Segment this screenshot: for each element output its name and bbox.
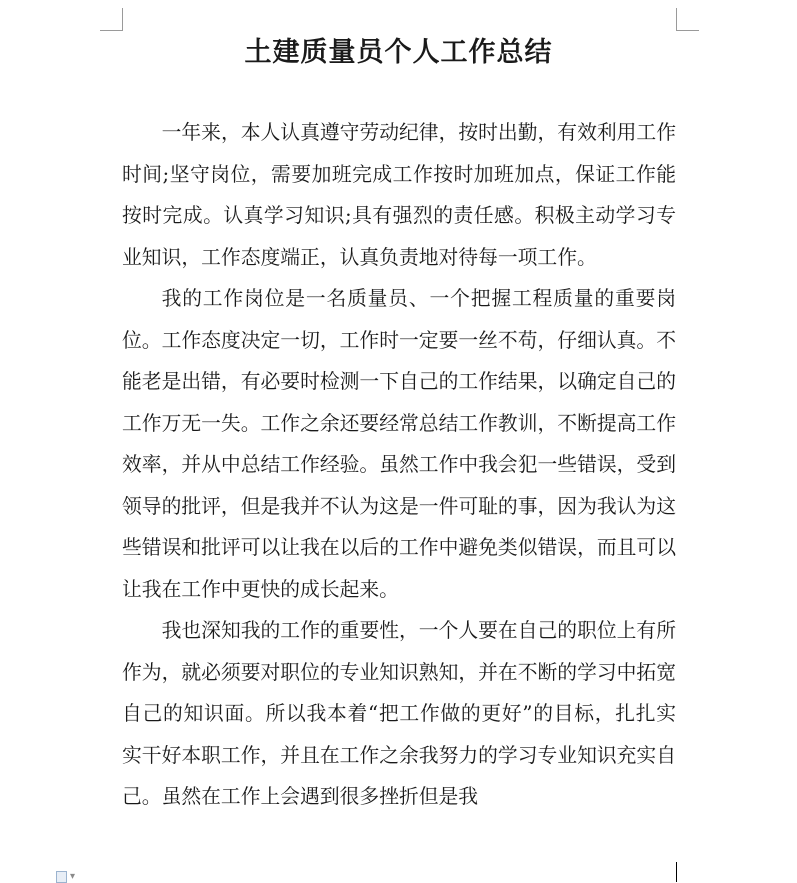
document-title[interactable]: 土建质量员个人工作总结: [244, 37, 553, 68]
text-cursor: [676, 862, 677, 882]
chevron-down-icon: ▾: [70, 871, 76, 882]
margin-corner-top-right: [676, 8, 699, 31]
document-icon: [56, 871, 67, 883]
paragraph-1[interactable]: 一年来，本人认真遵守劳动纪律，按时出勤，有效利用工作时间;坚守岗位，需要加班完成工作按时加班加点，保证工作能按时完成。认真学习知识;具有强烈的责任感。积极主动学习专业知识，工作态度端正，认真负责地对待每一项工作。: [122, 121, 676, 269]
document-body[interactable]: [122, 112, 676, 818]
paragraph-2[interactable]: 我的工作岗位是一名质量员、一个把握工程质量的重要岗位。工作态度决定一切，工作时一定要一丝不苟，仔细认真。不能老是出错，有必要时检测一下自己的工作结果，以确定自己的工作万无一失。工作之余还要经常总结工作教训，不断提高工作效率，并从中总结工作经验。虽然工作中我会犯一些错误，受到领导的批评，但是我并不认为这是一件可耻的事，因为我认为这些错误和批评可以让我在以后的工作中避免类似错误，而且可以让我在工作中更快的成长起来。: [122, 287, 676, 601]
document-options-icon[interactable]: [56, 871, 82, 883]
paragraph-3[interactable]: 我也深知我的工作的重要性，一个人要在自己的职位上有所作为，就必须要对职位的专业知识熟知，并在不断的学习中拓宽自己的知识面。所以我本着“把工作做的更好”的目标，扎扎实实干好本职工作，并且在工作之余我努力的学习专业知识充实自己。虽然在工作上会遇到很多挫折但是我: [122, 619, 676, 808]
margin-corner-top-left: [100, 8, 123, 31]
